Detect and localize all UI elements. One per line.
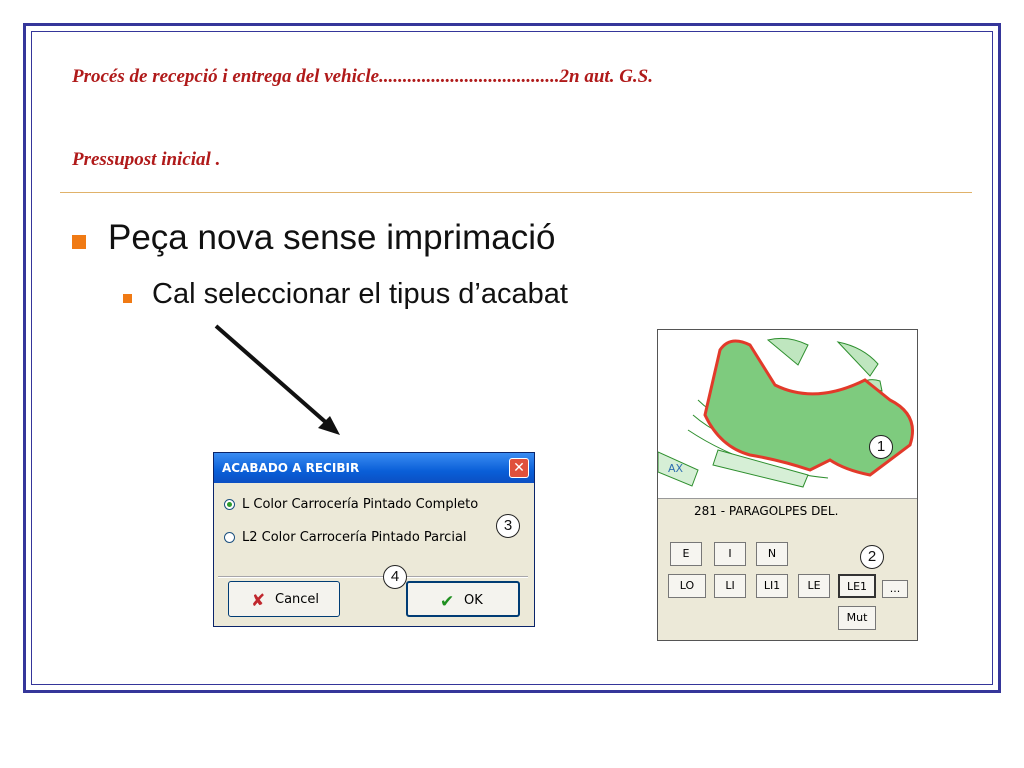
finish-button-li1[interactable]: LI1 bbox=[756, 574, 788, 598]
slide-header-title: Procés de recepció i entrega del vehicle......................................2n aut. G.S. bbox=[72, 66, 654, 87]
finish-button-i[interactable]: I bbox=[714, 542, 746, 566]
step-marker-3: 3 bbox=[496, 514, 520, 538]
ax-label: AX bbox=[668, 462, 684, 475]
finish-button-n[interactable]: N bbox=[756, 542, 788, 566]
dialog-title-bar bbox=[214, 453, 534, 483]
part-name-label: 281 - PARAGOLPES DEL. bbox=[694, 504, 839, 518]
finish-button-lo[interactable]: LO bbox=[668, 574, 706, 598]
radio-button[interactable] bbox=[224, 532, 235, 543]
check-icon: ✔ bbox=[440, 592, 455, 612]
parts-panel bbox=[657, 329, 918, 641]
bumper-diagram[interactable] bbox=[658, 330, 917, 499]
slide-header-subtitle: Pressupost inicial . bbox=[72, 149, 221, 170]
dialog-title: ACABADO A RECIBIR bbox=[222, 461, 360, 475]
x-icon: ✘ bbox=[251, 591, 266, 611]
cancel-button-label: Cancel bbox=[275, 592, 320, 607]
dialog-separator bbox=[218, 576, 528, 578]
finish-button-le1[interactable]: LE1 bbox=[838, 574, 876, 598]
finish-dialog bbox=[213, 452, 535, 627]
step-marker-1: 1 bbox=[869, 435, 893, 459]
finish-button-e[interactable]: E bbox=[670, 542, 702, 566]
finish-button-le[interactable]: LE bbox=[798, 574, 830, 598]
bullet-level1-text: Peça nova sense imprimació bbox=[108, 218, 556, 257]
bumper-image bbox=[658, 330, 917, 498]
ok-button-label: OK bbox=[464, 593, 483, 608]
radio-button-selected[interactable] bbox=[224, 499, 235, 510]
finish-button-mut[interactable]: Mut bbox=[838, 606, 876, 630]
cancel-button[interactable] bbox=[228, 581, 340, 617]
radio-option-complete-label: L Color Carrocería Pintado Completo bbox=[242, 497, 479, 512]
bullet-level2-text: Cal seleccionar el tipus d’acabat bbox=[152, 278, 568, 310]
ok-button[interactable] bbox=[406, 581, 520, 617]
radio-option-partial-label: L2 Color Carrocería Pintado Parcial bbox=[242, 530, 467, 545]
step-marker-4: 4 bbox=[383, 565, 407, 589]
finish-button-li[interactable]: LI bbox=[714, 574, 746, 598]
close-icon[interactable]: ✕ bbox=[509, 458, 529, 478]
step-marker-2: 2 bbox=[860, 545, 884, 569]
more-button[interactable]: ... bbox=[882, 580, 908, 598]
